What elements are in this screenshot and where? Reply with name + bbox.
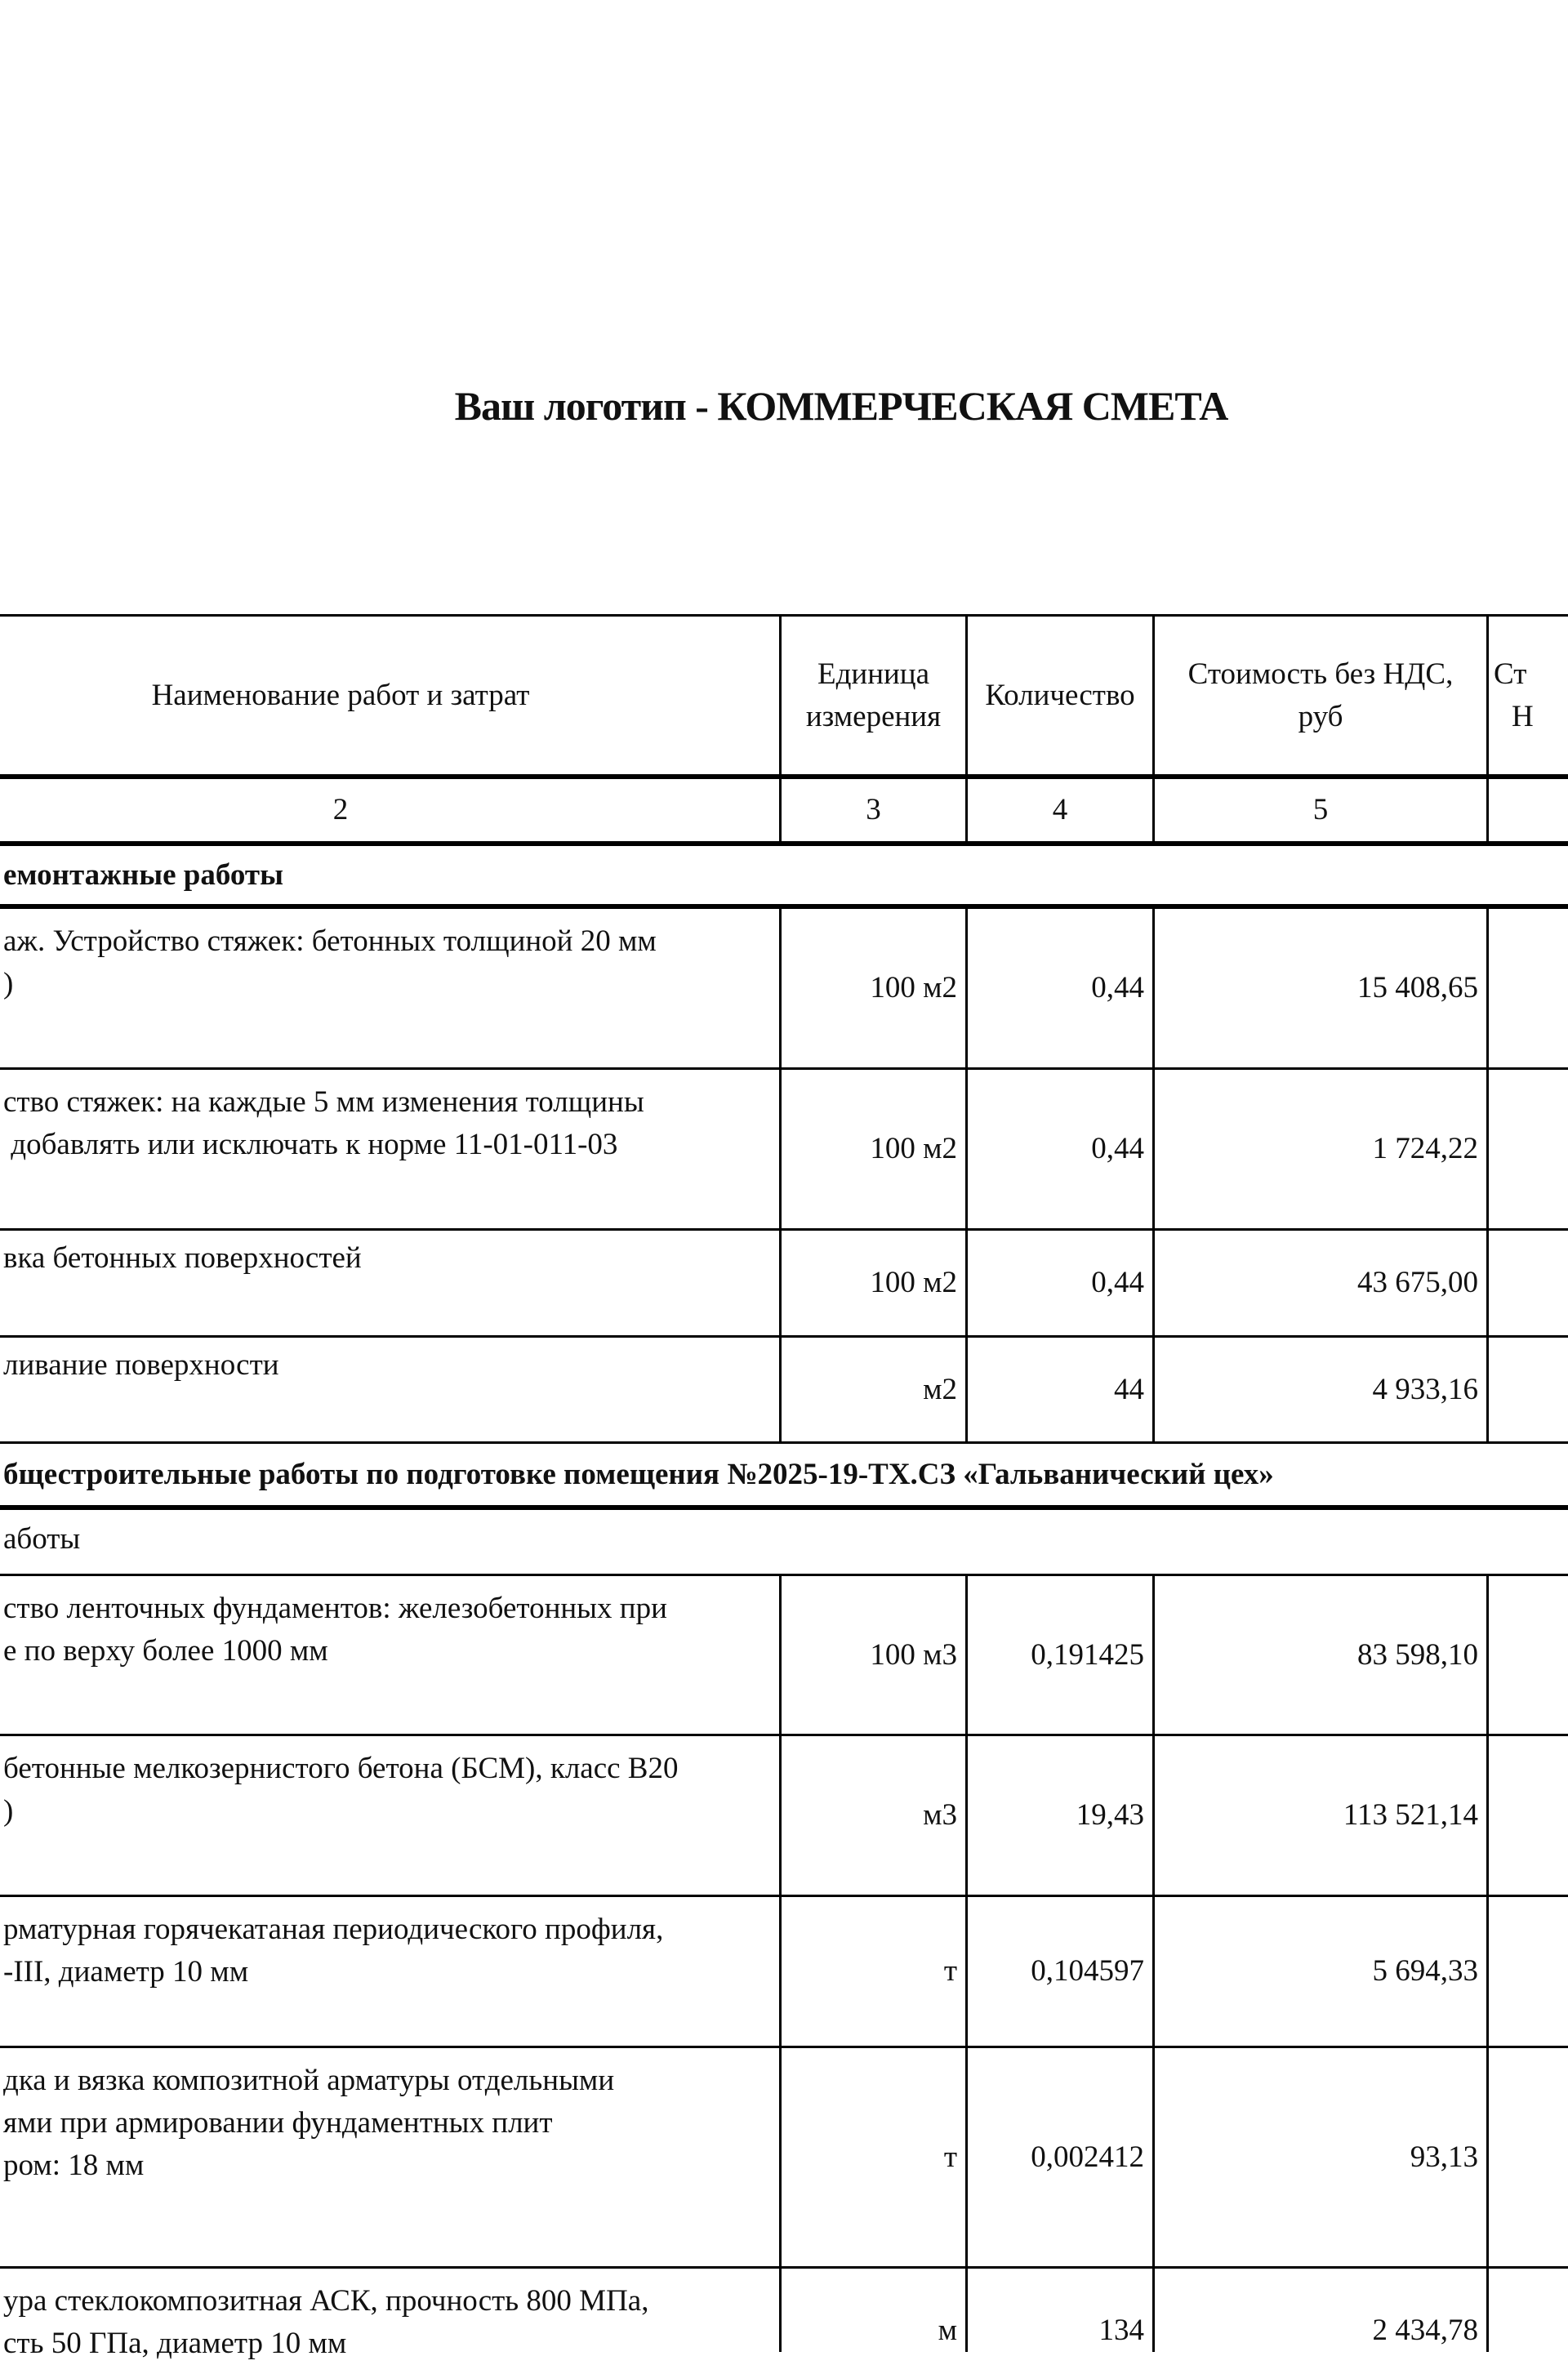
header-cost-vat-line: Н [1512,699,1534,733]
cell-quantity: 0,44 [968,1070,1155,1228]
cell-cost-vat [1489,1338,1568,1441]
subsection-header [0,1505,1568,1574]
colnum-label: 4 [1052,793,1068,826]
colnum-2 [0,779,782,841]
cell-quantity: 0,44 [968,909,1155,1067]
colnum-label: 2 [332,793,349,826]
header-cost-line: руб [1298,699,1343,733]
section-title: емонтажные работы [3,858,283,892]
table-row [0,1067,1568,1228]
cell-unit: 100 м2 [782,909,968,1067]
header-quantity [968,617,1155,774]
table-row [0,1574,1568,1734]
table-row [0,1335,1568,1441]
section-header [0,1441,1568,1505]
cell-name [0,1897,782,2046]
name-line: бетонные мелкозернистого бетона (БСМ), класс В20 [3,1752,679,1785]
table-row [0,2046,1568,2266]
name-line: ) [3,967,14,1000]
cell-name [0,1338,782,1441]
cell-name [0,1576,782,1734]
cell-unit: 100 м2 [782,1231,968,1335]
cell-unit: т [782,1897,968,2046]
table-row [0,2266,1568,2360]
cell-name [0,1070,782,1228]
cell-cost: 4 933,16 [1155,1338,1489,1441]
colnum-label: 5 [1312,793,1329,826]
cell-cost: 15 408,65 [1155,909,1489,1067]
colnum-6 [1489,779,1568,841]
header-cost-no-vat [1155,617,1489,774]
header-cost-line: Стоимость без НДС, [1187,657,1454,691]
cell-cost: 113 521,14 [1155,1736,1489,1895]
cell-name [0,2048,782,2266]
name-line: вка бетонных поверхностей [3,1241,362,1275]
header-unit-line: Единица [817,657,930,691]
colnum-3 [782,779,968,841]
header-unit-line: измерения [805,699,942,733]
header-name-label: Наименование работ и затрат [151,678,530,712]
cell-cost-vat [1489,1070,1568,1228]
cell-cost: 5 694,33 [1155,1897,1489,2046]
name-line: е по верху более 1000 мм [3,1634,328,1668]
cell-cost-vat [1489,1576,1568,1734]
cell-name [0,1231,782,1335]
cell-unit: м [782,2269,968,2352]
cell-cost-vat [1489,909,1568,1067]
cell-cost-vat [1489,2269,1568,2352]
column-number-row [0,774,1568,841]
table-row [0,904,1568,1067]
cell-cost: 83 598,10 [1155,1576,1489,1734]
document-title: Ваш логотип - КОММЕРЧЕСКАЯ СМЕТА [454,383,1228,429]
cell-cost-vat [1489,1736,1568,1895]
colnum-5 [1155,779,1489,841]
cell-quantity: 0,002412 [968,2048,1155,2266]
table-row [0,1228,1568,1335]
cell-cost-vat [1489,2048,1568,2266]
table-row [0,1734,1568,1895]
name-line: ) [3,1794,14,1828]
name-line: дка и вязка композитной арматуры отдельными [3,2064,615,2097]
cell-unit: 100 м3 [782,1576,968,1734]
colnum-label: 3 [866,793,881,826]
cell-cost-vat [1489,1897,1568,2046]
name-line: ство ленточных фундаментов: железобетонных при [3,1592,667,1625]
cell-cost: 2 434,78 [1155,2269,1489,2352]
cell-unit: т [782,2048,968,2266]
cell-quantity: 19,43 [968,1736,1155,1895]
colnum-4 [968,779,1155,841]
cell-name [0,2269,782,2360]
cell-name [0,1736,782,1895]
header-cost-vat [1489,617,1568,774]
name-line: ями при армировании фундаментных плит [3,2106,553,2140]
name-line: добавлять или исключать к норме 11-01-011-03 [3,1128,618,1161]
cell-quantity: 44 [968,1338,1155,1441]
cell-quantity: 134 [968,2269,1155,2352]
cell-cost: 43 675,00 [1155,1231,1489,1335]
cell-quantity: 0,44 [968,1231,1155,1335]
cell-cost-vat [1489,1231,1568,1335]
name-line: рматурная горячекатаная периодического профиля, [3,1913,664,1946]
cell-unit: м2 [782,1338,968,1441]
cell-unit: м3 [782,1736,968,1895]
table-header-row [0,614,1568,774]
header-cost-vat-line: Ст [1494,657,1527,691]
header-quantity-label: Количество [985,678,1135,712]
cell-name [0,909,782,1067]
name-line: аж. Устройство стяжек: бетонных толщиной 20 мм [3,924,657,958]
subsection-title: аботы [3,1522,81,1556]
section-header [0,841,1568,904]
name-line: ура стеклокомпозитная АСК, прочность 800 МПа, [3,2284,649,2318]
cell-cost: 1 724,22 [1155,1070,1489,1228]
cell-cost: 93,13 [1155,2048,1489,2266]
header-unit [782,617,968,774]
name-line: ство стяжек: на каждые 5 мм изменения толщины [3,1085,644,1119]
name-line: ливание поверхности [3,1348,279,1382]
cell-quantity: 0,104597 [968,1897,1155,2046]
name-line: ром: 18 мм [3,2149,145,2182]
section-title: бщестроительные работы по подготовке помещения №2025-19-ТХ.СЗ «Гальванический цех» [3,1458,1274,1491]
name-line: сть 50 ГПа, диаметр 10 мм [3,2327,347,2360]
table-row [0,1895,1568,2046]
cell-unit: 100 м2 [782,1070,968,1228]
header-name [0,617,782,774]
cell-quantity: 0,191425 [968,1576,1155,1734]
name-line: -III, диаметр 10 мм [3,1955,249,1989]
